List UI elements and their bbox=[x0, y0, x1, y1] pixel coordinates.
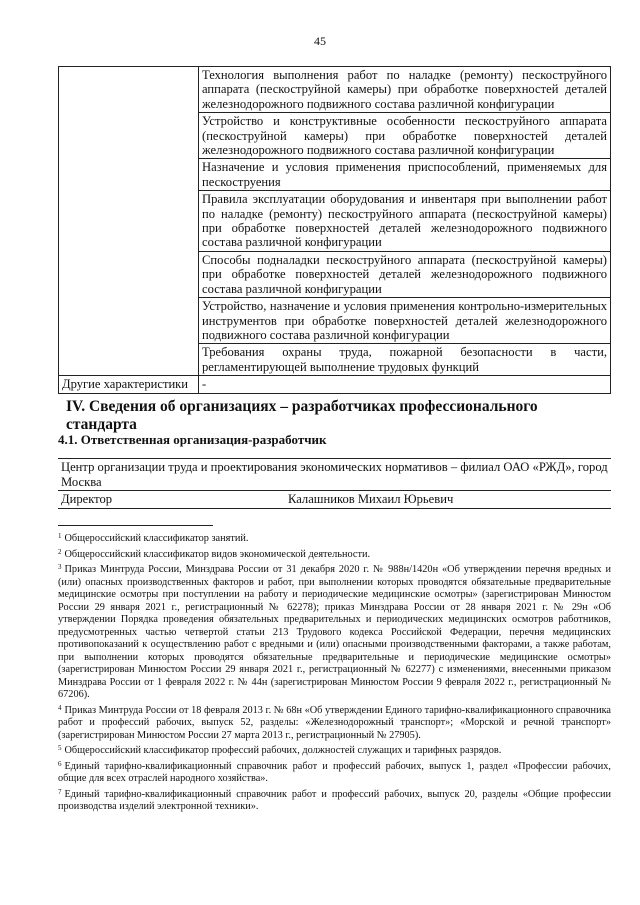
knowledge-item: Устройство и конструктивные особенности пескоструйного аппарата (пескоструйной камеры) при обработке поверхностей деталей железнодорожного подвижного состава различной конфигурации bbox=[199, 113, 611, 159]
knowledge-item: Назначение и условия применения приспособлений, применяемых для пескоструения bbox=[199, 159, 611, 191]
footnote-text: Общероссийский классификатор профессий рабочих, должностей служащих и тарифных разрядов. bbox=[64, 745, 502, 756]
signatory-row bbox=[58, 491, 611, 509]
footnote-text: Общероссийский классификатор видов экономической деятельности. bbox=[64, 548, 371, 560]
footnotes bbox=[58, 530, 611, 814]
footnote-number: 4 bbox=[58, 703, 62, 712]
signatory-name: Калашников Михаил Юрьевич bbox=[288, 492, 454, 507]
footnote-text: Приказ Минтруда России от 18 февраля 2013 г. № 68н «Об утверждении Единого тарифно-квалификационного справочника работ и профессий рабочих, выпуск 52, разделы: «Железнодорожный транспорт»; «Морской и речной транспорт» (зарегистрирован Минюстом России 27 марта 2013 г., регистрационный № 27905). bbox=[58, 704, 611, 741]
footnote-text: Единый тарифно-квалификационный справочник работ и профессий рабочих, выпуск 1, раздел «Профессии рабочих, общие для всех отраслей народного хозяйства». bbox=[58, 760, 611, 784]
requirements-table bbox=[58, 66, 611, 394]
organization-name: Центр организации труда и проектирования экономических нормативов – филиал ОАО «РЖД», город Москва bbox=[58, 458, 611, 491]
signatory-position: Директор bbox=[61, 492, 113, 507]
footnote-text: Общероссийский классификатор занятий. bbox=[64, 533, 249, 544]
section-heading: IV. Сведения об организациях – разработчиках профессионального стандарта bbox=[66, 398, 538, 433]
other-characteristics-label: Другие характеристики bbox=[59, 376, 199, 393]
knowledge-item: Требования охраны труда, пожарной безопасности в части, регламентирующей выполнение трудовых функций bbox=[199, 344, 611, 376]
footnote bbox=[58, 758, 611, 786]
knowledge-item: Технология выполнения работ по наладке (ремонту) пескоструйного аппарата (пескоструйной камеры) при обработке поверхностей деталей железнодорожного подвижного состава различной конфигурации bbox=[199, 67, 611, 113]
footnote-text: Приказ Минтруда России, Минздрава России от 31 декабря 2020 г. № 988н/1420н «Об утверждении перечня вредных и (или) опасных производственных факторов и работ, при выполнении которых проводятся обязательные предварительные медицинские осмотры при поступлении на работу и периодические медицинские осмотры» (зарегистрирован Минюстом России 29 января 2021 г., регистрационный № 62278); приказ Минздрава России от 28 января 2021 г. № 29н «Об утверждении Порядка проведения обязательных предварительных и периодических медицинских осмотров работников, предусмотренных частью четвертой статьи 213 Трудового кодекса Российской Федерации, перечня медицинских противопоказаний к осуществлению работ с вредными и (или) опасными производственными факторами, а также работам, при выполнении которых проводятся обязательные предварительные и периодические медицинские осмотры» (зарегистрирован Минюстом России 29 января 2021 г., регистрационный № 62277) с изменениями, внесенными приказом Минздрава России от 1 февраля 2022 г. № 44н (зарегистрирован Минюстом России 9 февраля 2022 г., регистрационный № 67206). bbox=[58, 564, 611, 700]
footnote-number: 5 bbox=[58, 744, 62, 752]
knowledge-item: Правила эксплуатации оборудования и инвентаря при выполнении работ по наладке (ремонту) пескоструйного аппарата (пескоструйной камеры) при обработке поверхностей деталей железнодорожного подвижного состава различной конфигурации bbox=[199, 191, 611, 252]
table-row bbox=[59, 376, 611, 393]
responsible-organization-block bbox=[58, 458, 611, 509]
footnote bbox=[58, 702, 611, 743]
page-number: 45 bbox=[314, 34, 326, 48]
footnote bbox=[58, 786, 611, 814]
footnote-number: 2 bbox=[58, 547, 62, 556]
footnote-number: 6 bbox=[58, 759, 62, 768]
footnote bbox=[58, 530, 611, 546]
footnote-number: 3 bbox=[58, 563, 62, 571]
other-characteristics-value: - bbox=[199, 376, 611, 393]
knowledge-item: Устройство, назначение и условия применения контрольно-измерительных инструментов при обработке поверхностей деталей железнодорожного подвижного состава различной конфигурации bbox=[199, 298, 611, 344]
footnote-separator bbox=[58, 525, 213, 526]
subsection-heading: 4.1. Ответственная организация-разработчик bbox=[58, 432, 327, 447]
footnote bbox=[58, 546, 611, 562]
footnote bbox=[58, 561, 611, 702]
knowledge-item: Способы подналадки пескоструйного аппарата (пескоструйной камеры) при обработке поверхностей деталей железнодорожного подвижного состава различной конфигурации bbox=[199, 251, 611, 297]
footnote bbox=[58, 742, 611, 758]
table-row bbox=[59, 67, 611, 113]
footnote-number: 7 bbox=[58, 787, 62, 796]
requirements-table-body bbox=[59, 67, 611, 394]
label-cell-empty bbox=[59, 67, 199, 376]
footnote-text: Единый тарифно-квалификационный справочник работ и профессий рабочих, выпуск 20, разделы «Общие профессии производства изделий электронной техники». bbox=[58, 788, 611, 812]
footnote-number: 1 bbox=[58, 532, 62, 540]
